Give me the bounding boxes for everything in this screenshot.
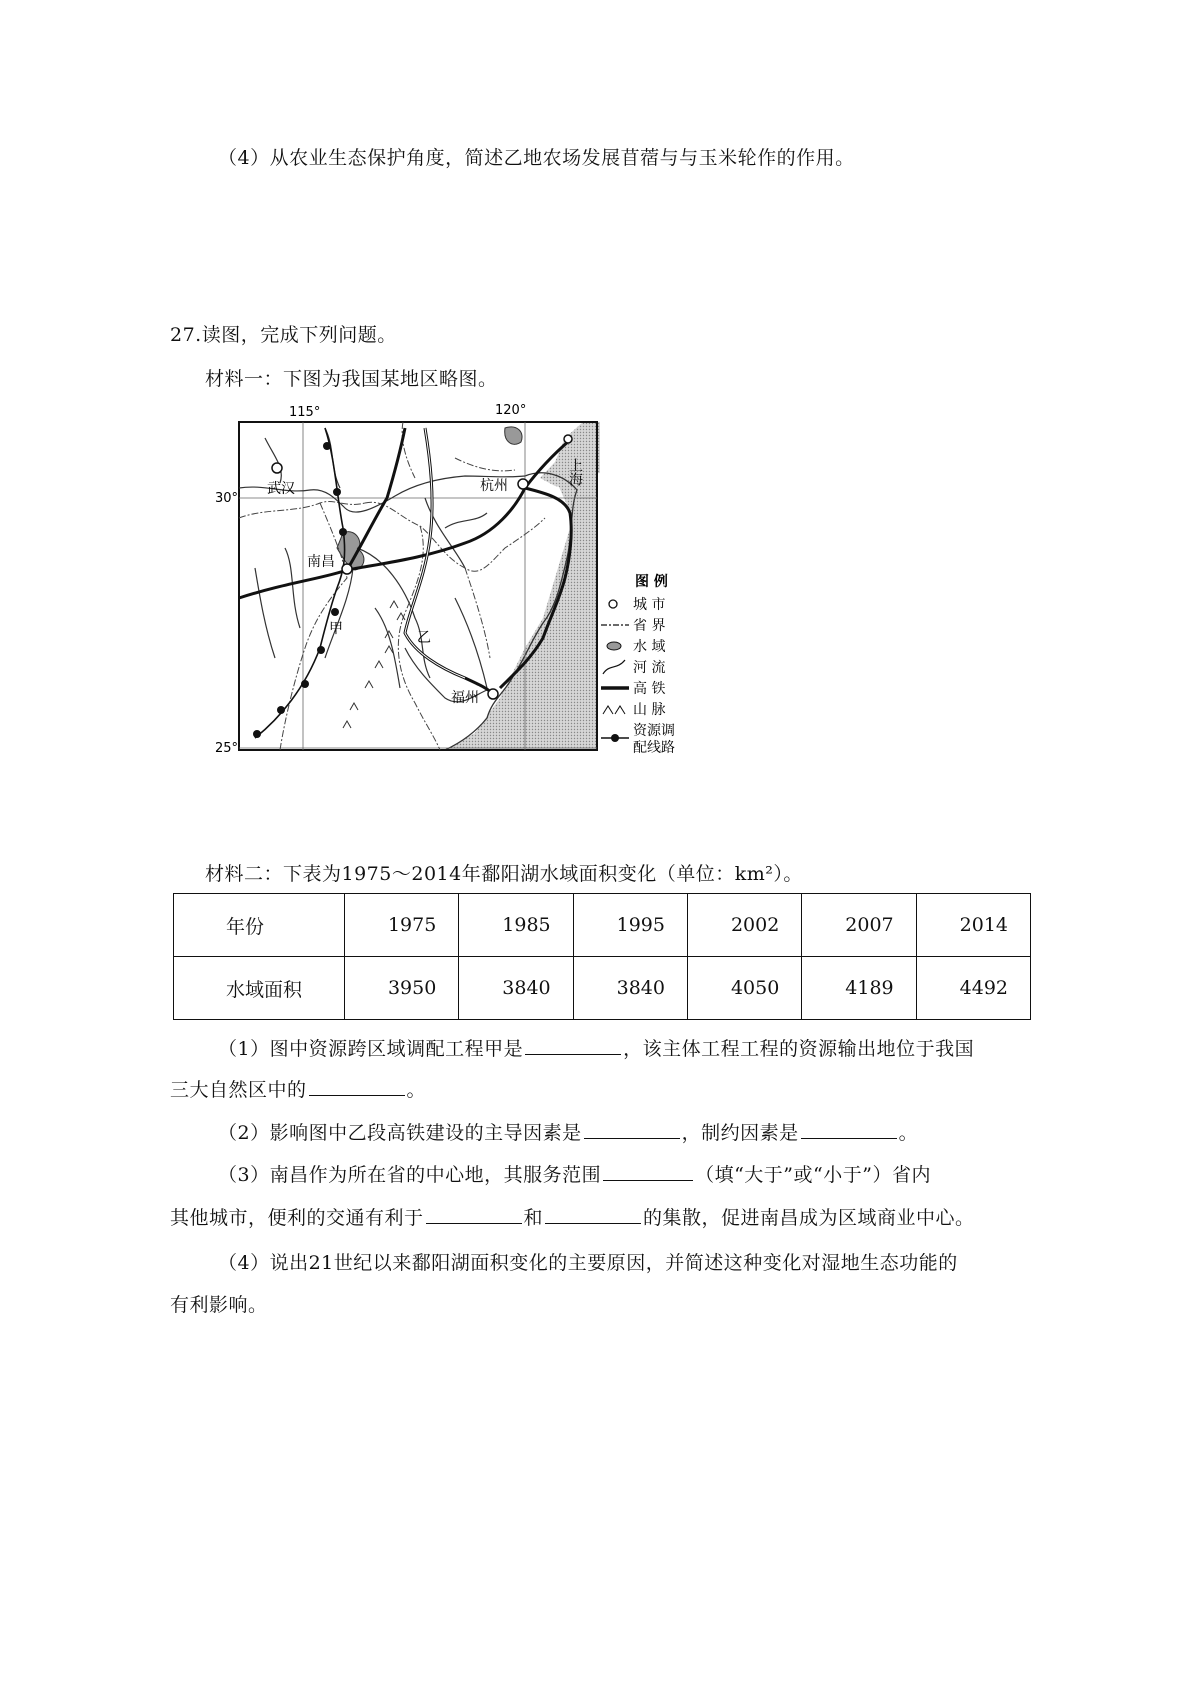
table-cell: 4492 <box>916 957 1030 1020</box>
table-cell: 3840 <box>459 957 573 1020</box>
q3-text-a: （3）南昌作为所在省的中心地，其服务范围 <box>218 1164 602 1186</box>
legend-water: 水 域 <box>633 639 666 655</box>
legend-mountain: 山 脉 <box>633 702 666 718</box>
question-26-4: （4）从农业生态保护角度，简述乙地农场发展苜蓿与与玉米轮作的作用。 <box>218 147 855 169</box>
table-cell: 3950 <box>345 957 459 1020</box>
city-label-nanchang: 南昌 <box>307 554 335 570</box>
q3-text-c: 其他城市，便利的交通有利于 <box>170 1207 424 1229</box>
table-cell: 1995 <box>573 894 687 957</box>
legend-resource-2: 配线路 <box>633 740 675 756</box>
table-cell: 2007 <box>802 894 916 957</box>
table-cell: 4050 <box>687 957 801 1020</box>
table-cell: 2002 <box>687 894 801 957</box>
question-27-heading: 27.读图，完成下列问题。 <box>170 324 397 346</box>
question-27-4-line1: （4）说出21世纪以来鄱阳湖面积变化的主要原因，并简述这种变化对湿地生态功能的 <box>218 1252 958 1274</box>
legend-river: 河 流 <box>633 660 666 676</box>
region-map <box>215 398 740 768</box>
lat-label-30: 30° <box>215 491 239 506</box>
city-label-hangzhou: 杭州 <box>480 478 508 494</box>
city-fuzhou-marker <box>488 689 498 699</box>
lat-label-25: 25° <box>215 741 239 756</box>
q1-text-d: 。 <box>406 1079 427 1101</box>
question-27-1-line2 <box>170 1075 426 1102</box>
table-cell: 3840 <box>573 957 687 1020</box>
question-27-2 <box>218 1118 918 1145</box>
lon-label-120: 120° <box>495 403 527 418</box>
table-cell: 2014 <box>916 894 1030 957</box>
question-27-3-line1 <box>218 1160 931 1187</box>
label-yi: 乙 <box>417 630 431 646</box>
city-label-fuzhou: 福州 <box>451 690 479 706</box>
label-jia: 甲 <box>329 621 343 637</box>
answer-blank[interactable] <box>801 1120 897 1139</box>
table-row <box>174 957 1031 1020</box>
city-wuhan-marker <box>272 463 282 473</box>
table-header-year: 年份 <box>174 894 345 957</box>
q2-text-c: 。 <box>898 1122 919 1144</box>
q2-text-b: ，制约因素是 <box>681 1122 799 1144</box>
city-label-shanghai: 上海 <box>567 458 583 486</box>
table-row <box>174 894 1031 957</box>
q3-text-b: （填“大于”或“小于”）省内 <box>695 1164 931 1186</box>
table-cell: 1985 <box>459 894 573 957</box>
answer-blank[interactable] <box>309 1077 405 1096</box>
lon-label-115: 115° <box>289 405 321 420</box>
city-label-wuhan: 武汉 <box>267 481 295 497</box>
legend-hsr: 高 铁 <box>633 681 666 697</box>
q1-text-b: ，该主体工程工程的资源输出地位于我国 <box>623 1038 975 1060</box>
answer-blank[interactable] <box>584 1120 680 1139</box>
answer-blank[interactable] <box>545 1205 641 1224</box>
question-27-1-line1 <box>218 1034 974 1061</box>
map-legend <box>601 573 675 756</box>
answer-blank[interactable] <box>603 1162 693 1181</box>
question-27-3-line2 <box>170 1203 975 1230</box>
city-nanchang-marker <box>342 564 352 574</box>
question-27-4-line2: 有利影响。 <box>170 1294 268 1316</box>
lake-area-table <box>173 893 1031 1020</box>
answer-blank[interactable] <box>525 1036 621 1055</box>
q1-text-c: 三大自然区中的 <box>170 1079 307 1101</box>
table-header-area: 水域面积 <box>174 957 345 1020</box>
q2-text-a: （2）影响图中乙段高铁建设的主导因素是 <box>218 1122 582 1144</box>
q3-text-d: 和 <box>523 1207 544 1229</box>
table-cell: 4189 <box>802 957 916 1020</box>
q3-text-e: 的集散，促进南昌成为区域商业中心。 <box>643 1207 975 1229</box>
q1-text-a: （1）图中资源跨区域调配工程甲是 <box>218 1038 524 1060</box>
legend-province: 省 界 <box>633 618 666 634</box>
material-two-caption: 材料二：下表为1975～2014年鄱阳湖水域面积变化（单位：km²）。 <box>205 863 803 885</box>
city-hangzhou-marker <box>518 479 528 489</box>
legend-city: 城 市 <box>633 597 666 613</box>
material-one-caption: 材料一：下图为我国某地区略图。 <box>205 368 498 390</box>
answer-blank[interactable] <box>426 1205 522 1224</box>
table-cell: 1975 <box>345 894 459 957</box>
legend-resource-1: 资源调 <box>633 723 675 739</box>
city-shanghai-marker <box>564 435 572 443</box>
legend-title: 图 例 <box>635 574 668 590</box>
